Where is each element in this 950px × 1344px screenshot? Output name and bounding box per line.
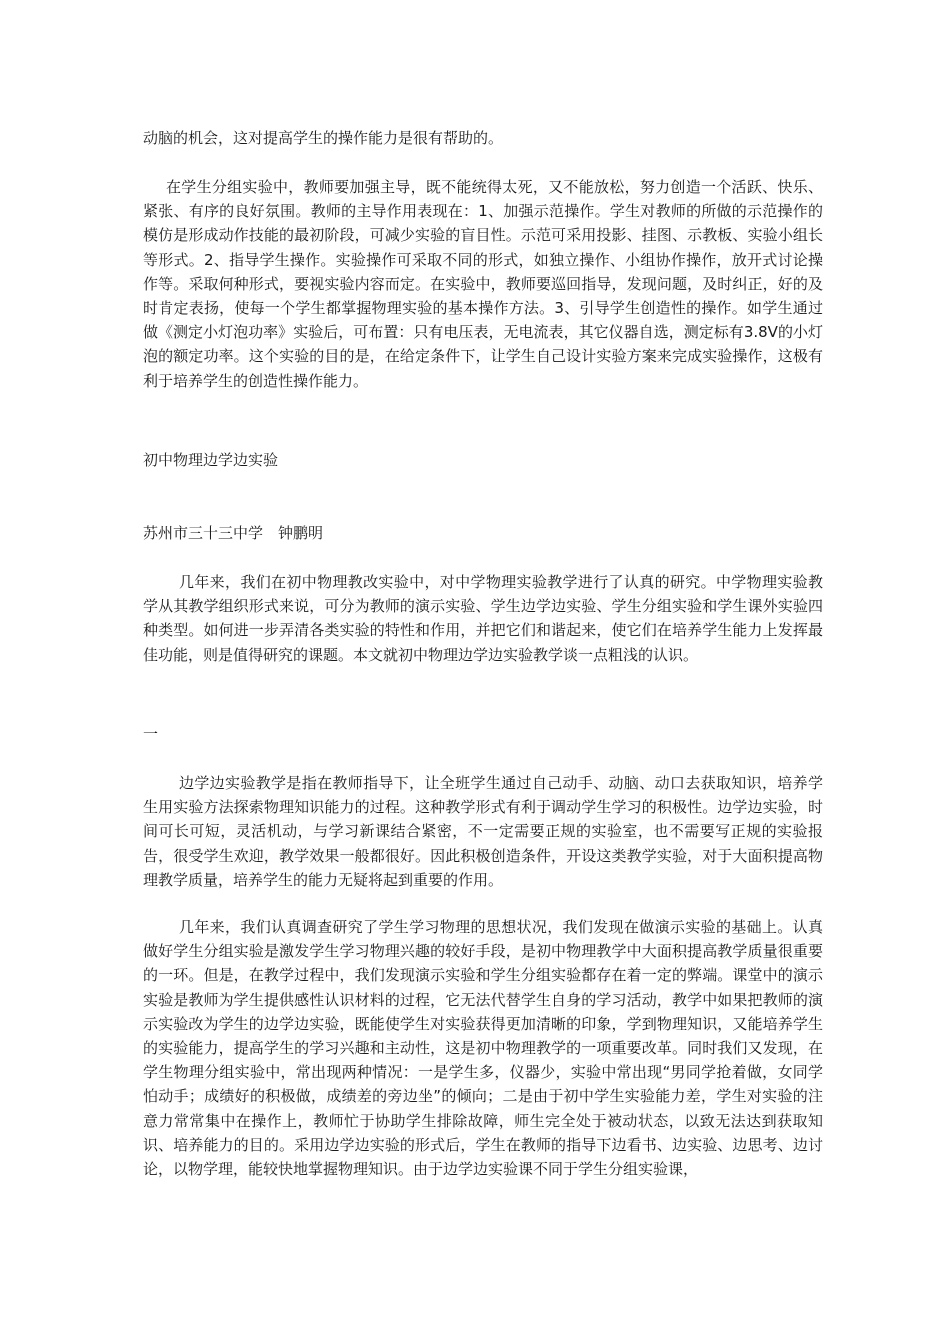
paragraph-definition: 边学边实验教学是指在教师指导下，让全班学生通过自己动手、动脑、动口去获取知识，培养学生用实验方法探索物理知识能力的过程。这种教学形式有利于调动学生学习的积极性。边学边实验，时间可长可短，灵活机动，与学习新课结合紧密，不一定需要正规的实验室，也不需要写正规的实验报告，很受学生欢迎，教学效果一般都很好。因此积极创造条件，开设这类教学实验，对于大面积提高物理教学质量，培养学生的能力无疑将起到重要的作用。: [143, 774, 823, 889]
paragraph-continuation: 动脑的机会，这对提高学生的操作能力是很有帮助的。: [143, 129, 504, 147]
paragraph-intro: 几年来，我们在初中物理教改实验中，对中学物理实验教学进行了认真的研究。中学物理实验教学从其教学组织形式来说，可分为教师的演示实验、学生边学边实验、学生分组实验和学生课外实验四种类型。如何进一步弄清各类实验的特性和作用，并把它们和谐起来，使它们在培养学生能力上发挥最佳功能，则是值得研究的课题。本文就初中物理边学边实验教学谈一点粗浅的认识。: [143, 573, 823, 664]
article-title: 初中物理边学边实验: [143, 451, 279, 469]
author-line: 苏州市三十三中学 钟鹏明: [143, 524, 324, 542]
paragraph-survey: 几年来，我们认真调查研究了学生学习物理的思想状况，我们发现在做演示实验的基础上。认真做好学生分组实验是激发学生学习物理兴趣的较好手段，是初中物理教学中大面积提高教学质量很重要的一环。但是，在教学过程中，我们发现演示实验和学生分组实验都存在着一定的弊端。课堂中的演示实验是教师为学生提供感性认识材料的过程，它无法代替学生自身的学习活动，教学中如果把教师的演示实验改为学生的边学边实验，既能使学生对实验获得更加清晰的印象，学到物理知识，又能培养学生的实验能力，提高学生的学习兴趣和主动性，这是初中物理教学的一项重要改革。同时我们又发现，在学生物理分组实验中，常出现两种情况：一是学生多，仪器少，实验中常出现“男同学抢着做，女同学怕动手；成绩好的积极做，成绩差的旁边坐”的倾向；二是由于初中学生实验能力差，学生对实验的注意力常常集中在操作上，教师忙于协助学生排除故障，师生完全处于被动状态，以致无法达到获取知识、培养能力的目的。采用边学边实验的形式后，学生在教师的指导下边看书、边实验、边思考、边讨论，以物学理，能较快地掌握物理知识。由于边学边实验课不同于学生分组实验课，: [143, 918, 823, 1179]
section-heading-one: 一: [143, 725, 159, 743]
paragraph-group-experiment: 在学生分组实验中，教师要加强主导，既不能统得太死，又不能放松，努力创造一个活跃、快乐、紧张、有序的良好氛围。教师的主导作用表现在：1、加强示范操作。学生对教师的所做的示范操作的模仿是形成动作技能的最初阶段，可减少实验的盲目性。示范可采用投影、挂图、示教板、实验小组长等形式。2、指导学生操作。实验操作可采取不同的形式，如独立操作、小组协作操作，放开式讨论操作等。采取何种形式，要视实验内容而定。在实验中，教师要巡回指导，发现问题，及时纠正，好的及时肯定表扬，使每一个学生都掌握物理实验的基本操作方法。3、引导学生创造性的操作。如学生通过做《测定小灯泡功率》实验后，可布置：只有电压表，无电流表，其它仪器自选，测定标有3.8V的小灯泡的额定功率。这个实验的目的是，在给定条件下，让学生自己设计实验方案来完成实验操作，这极有利于培养学生的创造性操作能力。: [143, 178, 823, 390]
